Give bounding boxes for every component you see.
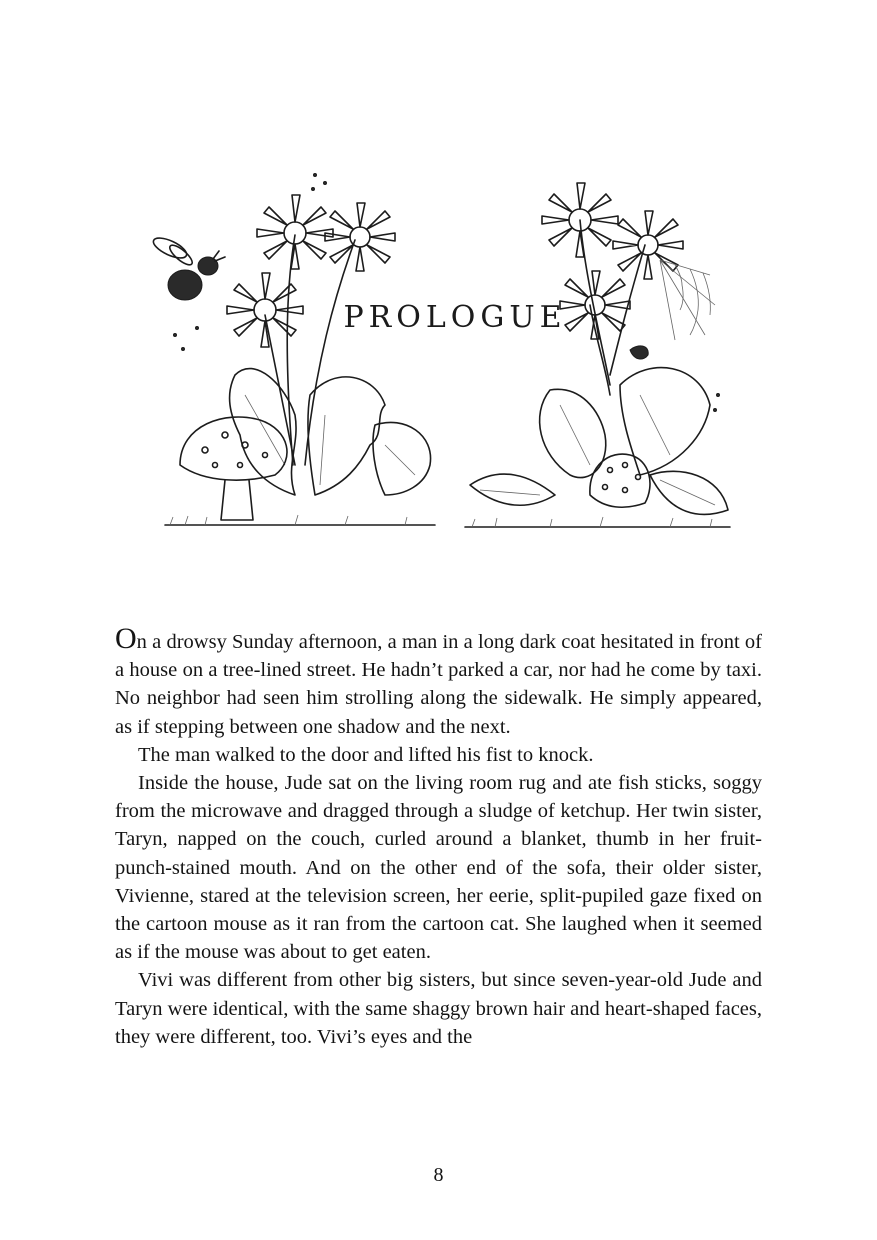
- bee-icon: [151, 234, 225, 300]
- daisies-spiderweb-mushroom-illustration: [460, 165, 735, 540]
- paragraph: Inside the house, Jude sat on the living room rug and ate fish sticks, soggy from the microwave and dragged through a sludge of ketchup. Her twin sister, Taryn, napped on the couch, curled around a blanket, thumb in her fruit-punch-stained mouth. And on the other end of the sofa, their older sister, Vivienne, stared at the television screen, her eerie, split-pupiled gaze fixed on the cartoon mouse as it ran from the cartoon cat. She laughed when it seemed as if the mouse was about to get eaten.: [115, 772, 762, 964]
- body-text: [115, 622, 762, 1051]
- page-number: 8: [433, 1164, 444, 1186]
- mushroom-icon: [590, 454, 650, 507]
- paragraph: Vivi was different from other big sisters, but since seven-year-old Jude and Taryn were identical, with the same shaggy brown hair and heart-shaped faces, they were different, too. Vivi’s eyes and the: [115, 969, 762, 1048]
- mushroom-icon: [180, 417, 287, 520]
- spiderweb-icon: [630, 260, 715, 359]
- paragraph-text: n a drowsy Sunday afternoon, a man in a long dark coat hesitated in front of a house on a tree-lined street. He hadn’t parked a car, nor had he come by taxi. No neighbor had seen him strolling along the sidewalk. He simply appeared, as if stepping between one shadow and the next.: [115, 631, 762, 738]
- paragraph: The man walked to the door and lifted his fist to knock.: [138, 743, 594, 766]
- drop-cap: O: [115, 622, 137, 655]
- bee-daisies-mushroom-illustration: [145, 165, 445, 535]
- daisy-flower-icon: [325, 203, 395, 271]
- daisy-flower-icon: [257, 195, 333, 269]
- daisy-flower-icon: [227, 273, 303, 347]
- paragraph: [115, 622, 762, 741]
- daisy-flower-icon: [613, 211, 683, 279]
- chapter-title: PROLOGUE: [343, 300, 567, 335]
